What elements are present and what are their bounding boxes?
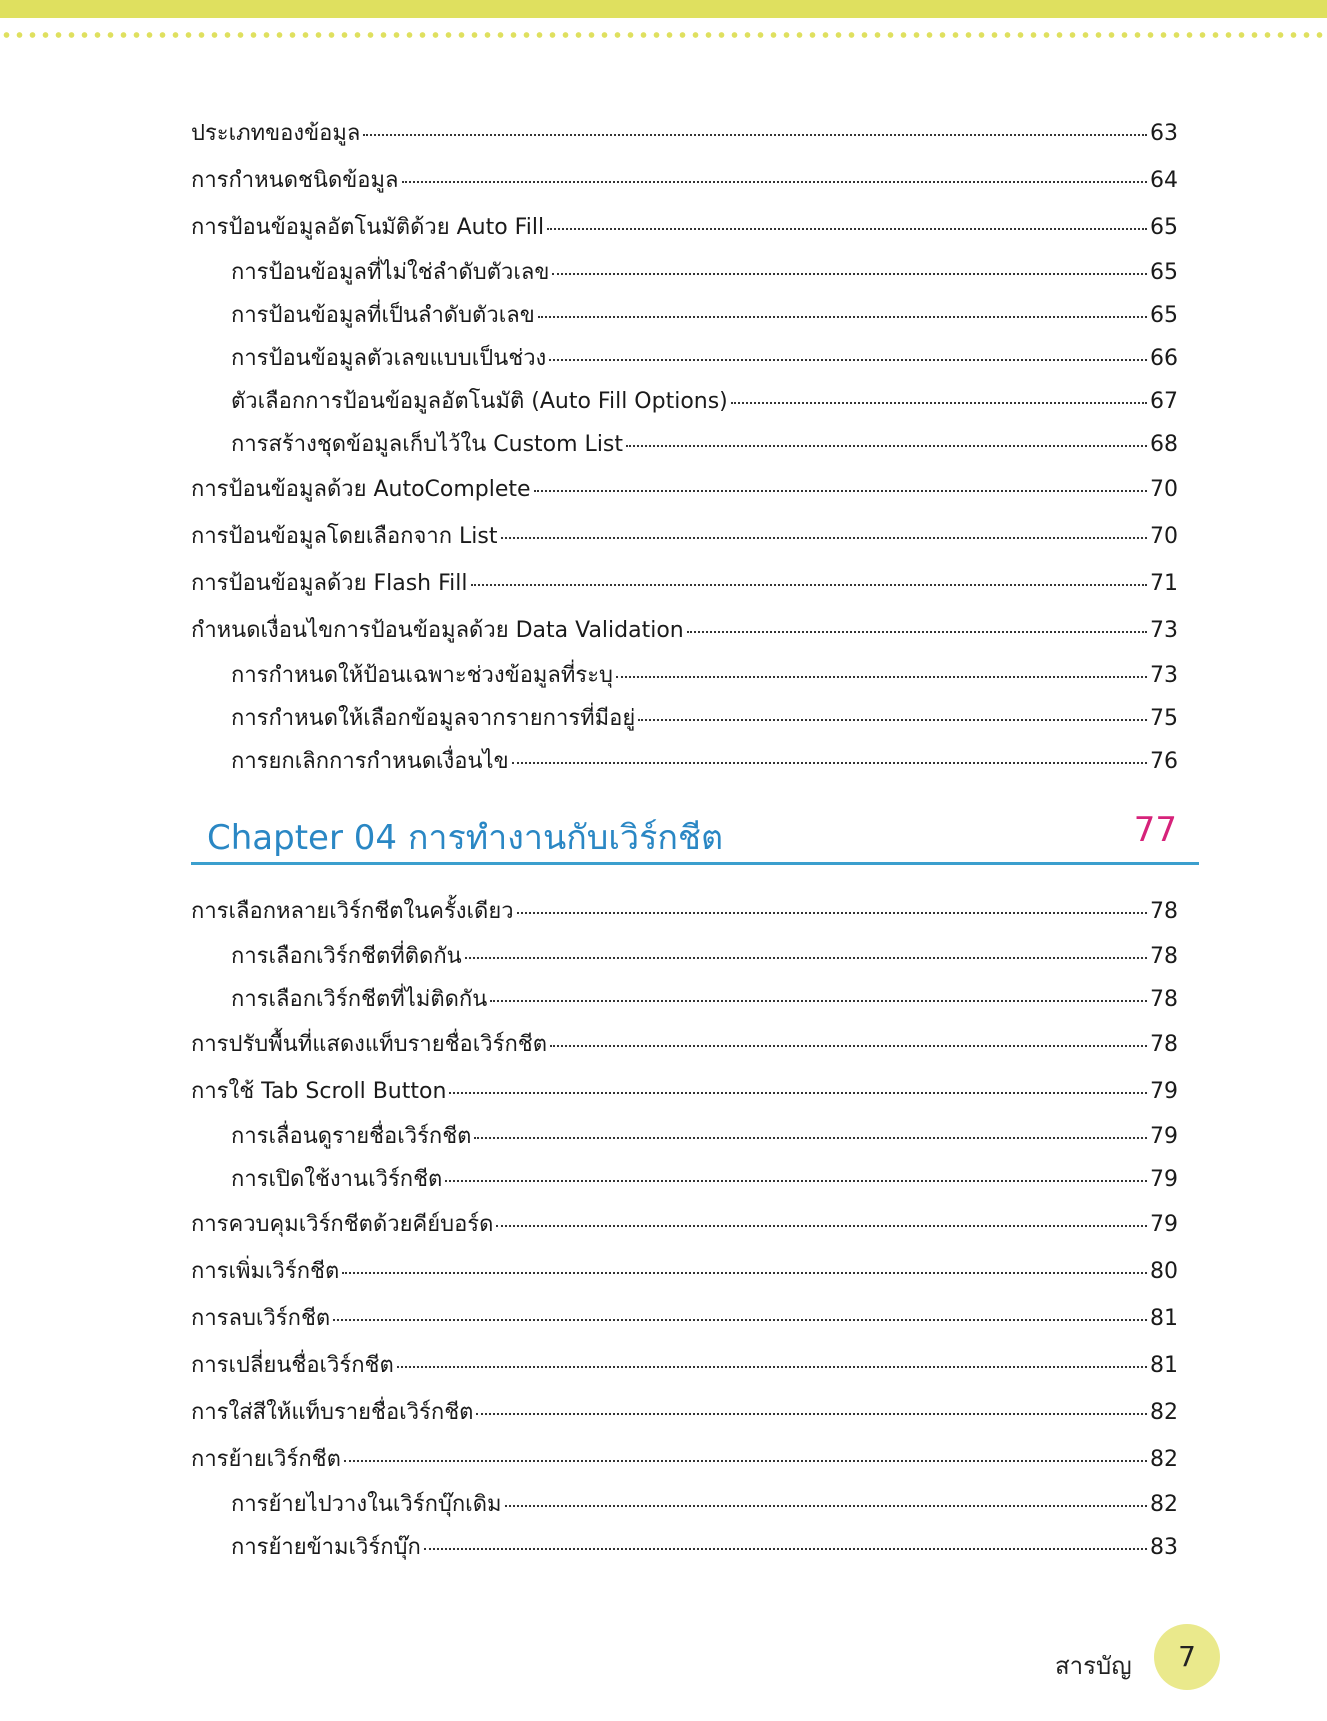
toc-entry-page: 65 <box>1150 303 1178 328</box>
chapter-title: Chapter 04 การทำงานกับเวิร์กชีต <box>207 818 724 858</box>
toc-entry-page: 79 <box>1150 1079 1178 1104</box>
toc-entry-title: การเปิดใช้งานเวิร์กชีต <box>231 1167 443 1192</box>
page-number-badge <box>1154 1624 1220 1690</box>
toc-entry-title: การเพิ่มเวิร์กชีต <box>191 1259 340 1284</box>
toc-entry-page: 71 <box>1150 571 1178 596</box>
dot-leader <box>397 1366 1147 1368</box>
toc-entry-page: 73 <box>1150 663 1178 688</box>
toc-entry-title: การเปลี่ยนชื่อเวิร์กชีต <box>191 1353 394 1378</box>
toc-entry-title: การป้อนข้อมูลโดยเลือกจาก List <box>191 524 498 549</box>
toc-entry-page: 78 <box>1150 1032 1178 1057</box>
toc-entry[interactable] <box>191 1436 1178 1483</box>
toc-entry[interactable] <box>191 1389 1178 1436</box>
toc-entry-title: การกำหนดให้เลือกข้อมูลจากรายการที่มีอยู่ <box>231 706 636 731</box>
toc-subentry[interactable] <box>191 337 1178 380</box>
dot-leader <box>505 1505 1148 1507</box>
dot-leader <box>474 1137 1147 1139</box>
toc-entry-title: การย้ายข้ามเวิร์กบุ๊ก <box>231 1535 421 1560</box>
dot-leader <box>342 1272 1147 1274</box>
toc-entry-page: 82 <box>1150 1447 1178 1472</box>
toc-entry[interactable] <box>191 513 1178 560</box>
toc-subentry[interactable] <box>191 423 1178 466</box>
toc-entry-page: 78 <box>1150 899 1178 924</box>
toc-entry-title: การกำหนดให้ป้อนเฉพาะช่วงข้อมูลที่ระบุ <box>231 663 613 688</box>
toc-entry[interactable] <box>191 1248 1178 1295</box>
toc-entry-title: การเลือกเวิร์กชีตที่ติดกัน <box>231 944 462 969</box>
toc-entry-page: 80 <box>1150 1259 1178 1284</box>
toc-subentry[interactable] <box>191 1158 1178 1201</box>
toc-entry-title: การเลื่อนดูรายชื่อเวิร์กชีต <box>231 1124 472 1149</box>
toc-entry-page: 79 <box>1150 1167 1178 1192</box>
toc-entry-title: การป้อนข้อมูลอัตโนมัติด้วย Auto Fill <box>191 215 545 240</box>
dot-leader <box>363 134 1147 136</box>
dot-leader <box>424 1548 1147 1550</box>
toc-entry-page: 67 <box>1150 389 1178 414</box>
dot-leader <box>471 584 1147 586</box>
dot-leader <box>616 676 1147 678</box>
toc-subentry[interactable] <box>191 654 1178 697</box>
toc-entry-page: 70 <box>1150 524 1178 549</box>
footer-label: สารบัญ <box>1055 1652 1132 1680</box>
dot-leader <box>496 1225 1147 1227</box>
dot-leader <box>626 445 1147 447</box>
toc-entry[interactable] <box>191 1342 1178 1389</box>
toc-entry[interactable] <box>191 110 1178 157</box>
toc-subentry[interactable] <box>191 1115 1178 1158</box>
dot-leader <box>476 1413 1147 1415</box>
toc-section-1 <box>191 110 1178 783</box>
toc-entry-page: 81 <box>1150 1353 1178 1378</box>
toc-subentry[interactable] <box>191 1483 1178 1526</box>
toc-subentry[interactable] <box>191 380 1178 423</box>
dot-leader <box>549 359 1147 361</box>
toc-entry-page: 79 <box>1150 1212 1178 1237</box>
toc-entry-page: 82 <box>1150 1400 1178 1425</box>
dot-leader <box>333 1319 1147 1321</box>
toc-subentry[interactable] <box>191 1526 1178 1569</box>
dot-leader <box>501 537 1148 539</box>
top-accent-bar <box>0 0 1327 18</box>
dot-leader <box>552 273 1147 275</box>
toc-entry-page: 78 <box>1150 944 1178 969</box>
toc-entry-title: การควบคุมเวิร์กชีตด้วยคีย์บอร์ด <box>191 1212 494 1237</box>
toc-entry[interactable] <box>191 1021 1178 1068</box>
toc-subentry[interactable] <box>191 294 1178 337</box>
toc-entry-page: 70 <box>1150 477 1178 502</box>
dot-leader <box>344 1460 1147 1462</box>
toc-entry-title: การยกเลิกการกำหนดเงื่อนไข <box>231 749 509 774</box>
toc-entry-title: การลบเวิร์กชีต <box>191 1306 331 1331</box>
dot-leader <box>449 1092 1147 1094</box>
toc-entry[interactable] <box>191 157 1178 204</box>
toc-entry[interactable] <box>191 466 1178 513</box>
toc-entry[interactable] <box>191 1068 1178 1115</box>
toc-subentry[interactable] <box>191 978 1178 1021</box>
dot-leader <box>638 719 1147 721</box>
toc-entry-title: การย้ายเวิร์กชีต <box>191 1447 341 1472</box>
top-dotted-border <box>0 32 1327 38</box>
toc-entry-title: การป้อนข้อมูลด้วย Flash Fill <box>191 571 468 596</box>
toc-entry-page: 68 <box>1150 432 1178 457</box>
dot-leader <box>534 490 1147 492</box>
toc-entry-title: การปรับพื้นที่แสดงแท็บรายชื่อเวิร์กชีต <box>191 1032 547 1057</box>
toc-entry[interactable] <box>191 888 1178 935</box>
toc-entry-page: 79 <box>1150 1124 1178 1149</box>
toc-entry-page: 83 <box>1150 1535 1178 1560</box>
dot-leader <box>687 631 1147 633</box>
chapter-page-number: 77 <box>1133 810 1177 850</box>
dot-leader <box>731 402 1147 404</box>
toc-subentry[interactable] <box>191 740 1178 783</box>
toc-entry[interactable] <box>191 607 1178 654</box>
toc-entry-page: 73 <box>1150 618 1178 643</box>
chapter-heading[interactable] <box>191 800 1199 865</box>
toc-entry-title: ตัวเลือกการป้อนข้อมูลอัตโนมัติ (Auto Fill Options) <box>231 389 728 414</box>
toc-entry-title: การป้อนข้อมูลที่ไม่ใช่ลำดับตัวเลข <box>231 260 550 285</box>
toc-entry-title: การป้อนข้อมูลที่เป็นลำดับตัวเลข <box>231 303 535 328</box>
toc-entry-title: ประเภทของข้อมูล <box>191 121 361 146</box>
toc-entry-title: การใส่สีให้แท็บรายชื่อเวิร์กชีต <box>191 1400 474 1425</box>
dot-leader <box>465 957 1147 959</box>
toc-entry-title: การป้อนข้อมูลด้วย AutoComplete <box>191 477 531 502</box>
toc-subentry[interactable] <box>191 935 1178 978</box>
toc-entry-page: 76 <box>1150 749 1178 774</box>
toc-entry-page: 82 <box>1150 1492 1178 1517</box>
dot-leader <box>550 1045 1147 1047</box>
toc-entry-title: การเลือกเวิร์กชีตที่ไม่ติดกัน <box>231 987 488 1012</box>
toc-entry-page: 64 <box>1150 168 1178 193</box>
toc-entry-title: การเลือกหลายเวิร์กชีตในครั้งเดียว <box>191 899 514 924</box>
toc-entry-page: 66 <box>1150 346 1178 371</box>
toc-subentry[interactable] <box>191 251 1178 294</box>
toc-section-2 <box>191 888 1178 1569</box>
toc-entry[interactable] <box>191 1201 1178 1248</box>
toc-entry-page: 65 <box>1150 260 1178 285</box>
toc-entry-title: การใช้ Tab Scroll Button <box>191 1079 447 1104</box>
toc-entry[interactable] <box>191 560 1178 607</box>
dot-leader <box>547 228 1147 230</box>
toc-entry-title: การป้อนข้อมูลตัวเลขแบบเป็นช่วง <box>231 346 547 371</box>
toc-entry[interactable] <box>191 1295 1178 1342</box>
dot-leader <box>445 1180 1147 1182</box>
dot-leader <box>512 762 1147 764</box>
toc-entry-page: 81 <box>1150 1306 1178 1331</box>
dot-leader <box>402 181 1148 183</box>
toc-entry-title: การกำหนดชนิดข้อมูล <box>191 168 399 193</box>
page-number: 7 <box>1178 1640 1196 1673</box>
dot-leader <box>490 1000 1147 1002</box>
dot-leader <box>517 912 1147 914</box>
toc-entry-page: 65 <box>1150 215 1178 240</box>
toc-entry-page: 63 <box>1150 121 1178 146</box>
toc-entry-page: 78 <box>1150 987 1178 1012</box>
toc-subentry[interactable] <box>191 697 1178 740</box>
dot-leader <box>538 316 1147 318</box>
toc-entry-page: 75 <box>1150 706 1178 731</box>
toc-entry[interactable] <box>191 204 1178 251</box>
toc-entry-title: กำหนดเงื่อนไขการป้อนข้อมูลด้วย Data Validation <box>191 618 684 643</box>
toc-entry-title: การสร้างชุดข้อมูลเก็บไว้ใน Custom List <box>231 432 624 457</box>
toc-entry-title: การย้ายไปวางในเวิร์กบุ๊กเดิม <box>231 1492 502 1517</box>
